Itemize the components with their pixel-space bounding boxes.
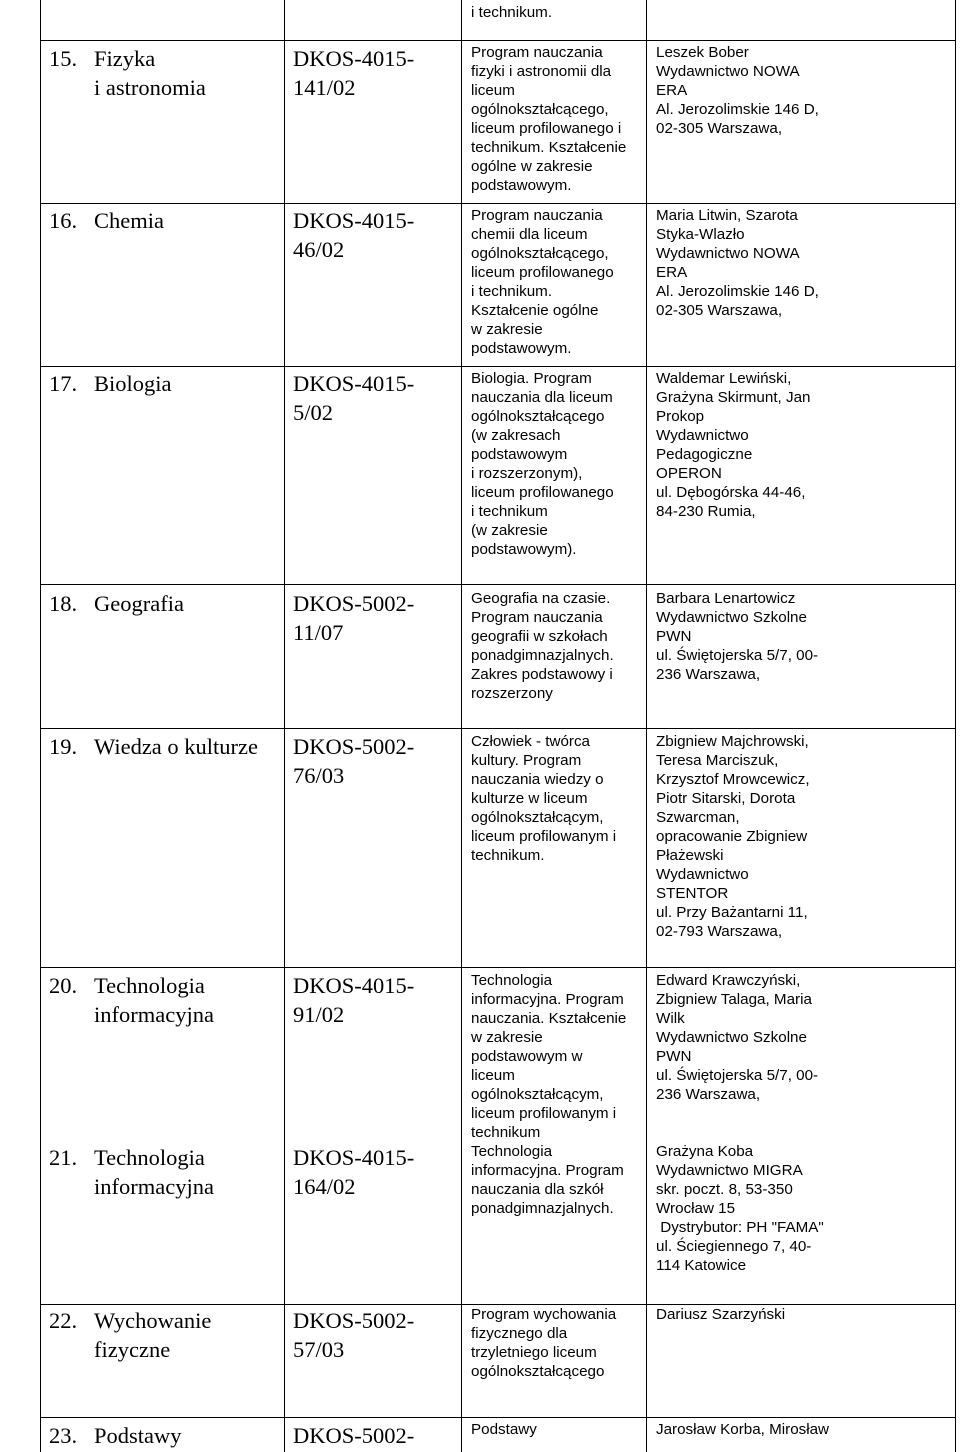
approval-code-cell: [293, 1143, 414, 1201]
cell-line: ul. Dębogórska 44-46,: [656, 484, 806, 501]
cell-line: fizycznego dla: [471, 1325, 568, 1342]
cell-line: Chemia: [94, 208, 164, 233]
cell-line: Dystrybutor: PH "FAMA": [656, 1219, 824, 1236]
cell-line: Wydawnictwo Szkolne: [656, 1029, 807, 1046]
cell-line: ERA: [656, 264, 688, 281]
subject-cell: [94, 1143, 214, 1201]
cell-line: nauczania dla liceum: [471, 389, 613, 406]
cell-line: Wydawnictwo NOWA: [656, 245, 800, 262]
cell-line: ul. Przy Bażantarni 11,: [656, 904, 808, 921]
subject-cell: [94, 589, 184, 618]
cell-line: PWN: [656, 628, 692, 645]
cell-line: 02-305 Warszawa,: [656, 120, 783, 137]
cell-line: nauczania wiedzy o: [471, 771, 604, 788]
cell-line: liceum: [471, 1067, 515, 1084]
cell-line: Wydawnictwo Szkolne: [656, 609, 807, 626]
cell-line: 84-230 Rumia,: [656, 503, 756, 520]
cell-line: ponadgimnazjalnych.: [471, 647, 614, 664]
cell-line: Wilk: [656, 1010, 685, 1027]
cell-line: Kształcenie ogólne: [471, 302, 599, 319]
column-divider-code: [461, 0, 462, 1452]
cell-line: informacyjna: [94, 1002, 214, 1027]
cell-line: DKOS-5002-: [293, 734, 415, 759]
cell-line: PWN: [656, 1048, 692, 1065]
cell-line: Biologia: [94, 371, 172, 396]
subject-cell: [94, 206, 164, 235]
cell-line: DKOS-4015-: [293, 371, 415, 396]
cell-line: Wydawnictwo: [656, 866, 749, 883]
cell-line: 76/03: [293, 763, 345, 788]
approval-code-cell: [293, 1421, 414, 1450]
cell-line: Wydawnictwo NOWA: [656, 63, 800, 80]
cell-line: Geografia na czasie.: [471, 590, 611, 607]
author-publisher-cell: [656, 43, 819, 138]
cell-line: Wydawnictwo: [656, 427, 749, 444]
cell-line: DKOS-4015-: [293, 46, 415, 71]
table-right-border: [955, 0, 956, 1452]
cell-line: 57/03: [293, 1337, 345, 1362]
cell-line: liceum: [471, 82, 515, 99]
cell-line: w zakresie: [471, 1029, 543, 1046]
cell-line: 114 Katowice: [656, 1257, 747, 1274]
cell-line: technikum: [471, 1124, 541, 1141]
author-publisher-cell: [656, 1420, 829, 1439]
row-number: 22.: [49, 1308, 78, 1333]
author-publisher-cell: [656, 971, 818, 1104]
author-publisher-cell: [656, 589, 818, 684]
cell-line: 91/02: [293, 1002, 345, 1027]
cell-line: informacyjna. Program: [471, 991, 624, 1008]
cell-line: skr. poczt. 8, 53-350: [656, 1181, 793, 1198]
subject-cell: [94, 971, 214, 1029]
program-cell: [471, 43, 626, 195]
cell-line: DKOS-4015-: [293, 1145, 415, 1170]
cell-line: Leszek Bober: [656, 44, 749, 61]
cell-line: chemii dla liceum: [471, 226, 588, 243]
cell-line: Jarosław Korba, Mirosław: [656, 1421, 830, 1438]
subject-cell: [94, 1306, 211, 1364]
cell-line: Zbigniew Talaga, Maria: [656, 991, 812, 1008]
cell-line: Pedagogiczne: [656, 446, 753, 463]
approval-code-cell: [293, 369, 414, 427]
approval-code-cell: [293, 589, 414, 647]
cell-line: (w zakresach: [471, 427, 561, 444]
cell-line: 11/07: [293, 620, 344, 645]
cell-line: podstawowym.: [471, 177, 572, 194]
approval-code-cell: [293, 44, 414, 102]
cell-line: nauczania. Kształcenie: [471, 1010, 627, 1027]
cell-line: kultury. Program: [471, 752, 582, 769]
cell-line: i technikum.: [471, 4, 553, 21]
cell-line: Grażyna Skirmunt, Jan: [656, 389, 811, 406]
approval-code-cell: [293, 206, 414, 264]
author-publisher-cell: [656, 1142, 824, 1275]
cell-line: 236 Warszawa,: [656, 1086, 761, 1103]
cell-line: DKOS-5002-: [293, 1423, 415, 1448]
cell-line: Piotr Sitarski, Dorota: [656, 790, 796, 807]
cell-line: ogólne w zakresie: [471, 158, 593, 175]
cell-line: fizyczne: [94, 1337, 171, 1362]
cell-line: Technologia: [471, 972, 553, 989]
cell-line: w zakresie: [471, 321, 543, 338]
cell-line: Technologia: [94, 973, 205, 998]
program-cell: [471, 732, 616, 865]
cell-line: Grażyna Koba: [656, 1143, 754, 1160]
cell-line: Technologia: [94, 1145, 205, 1170]
program-cell: [471, 206, 614, 358]
cell-line: technikum.: [471, 847, 545, 864]
approval-code-cell: [293, 971, 414, 1029]
cell-line: DKOS-5002-: [293, 591, 415, 616]
program-cell: [471, 971, 626, 1142]
row-number: 23.: [49, 1423, 78, 1448]
cell-line: Edward Krawczyński,: [656, 972, 801, 989]
column-divider-program: [646, 0, 647, 1452]
subject-cell: [94, 44, 206, 102]
cell-line: ogólnokształcącego,: [471, 245, 609, 262]
cell-line: i rozszerzonym),: [471, 465, 583, 482]
cell-line: technikum. Kształcenie: [471, 139, 627, 156]
cell-line: podstawowym.: [471, 340, 572, 357]
cell-line: Wiedza o kulturze: [94, 734, 259, 759]
cell-line: Krzysztof Mrowcewicz,: [656, 771, 810, 788]
approval-code-cell: [293, 1306, 414, 1364]
cell-line: ogólnokształcącego: [471, 1363, 605, 1380]
cell-line: Geografia: [94, 591, 184, 616]
program-cell: [471, 1142, 624, 1218]
cell-line: 236 Warszawa,: [656, 666, 761, 683]
row-divider: [40, 366, 956, 367]
cell-line: podstawowym).: [471, 541, 577, 558]
program-cell: [471, 589, 614, 703]
cell-line: Podstawy: [94, 1423, 182, 1448]
cell-line: Szwarcman,: [656, 809, 740, 826]
cell-line: geografii w szkołach: [471, 628, 608, 645]
cell-line: trzyletniego liceum: [471, 1344, 597, 1361]
cell-line: ogólnokształcącego,: [471, 101, 609, 118]
cell-line: ul. Ściegiennego 7, 40-: [656, 1238, 812, 1255]
cell-line: Wrocław 15: [656, 1200, 736, 1217]
row-divider: [40, 40, 956, 41]
cell-line: Styka-Wlazło: [656, 226, 745, 243]
subject-cell: [94, 1421, 182, 1450]
cell-line: Człowiek - twórca: [471, 733, 590, 750]
cell-line: (w zakresie: [471, 522, 548, 539]
cell-line: podstawowym: [471, 446, 568, 463]
cell-line: OPERON: [656, 465, 722, 482]
row-number: 15.: [49, 46, 78, 71]
cell-line: Fizyka: [94, 46, 156, 71]
cell-line: Dariusz Szarzyński: [656, 1306, 786, 1323]
subject-cell: [94, 732, 258, 761]
cell-line: Wydawnictwo MIGRA: [656, 1162, 803, 1179]
cell-line: liceum profilowanym i: [471, 1105, 617, 1122]
cell-line: liceum profilowanego: [471, 484, 614, 501]
approval-code-cell: [293, 732, 414, 790]
cell-line: Waldemar Lewiński,: [656, 370, 792, 387]
cell-line: STENTOR: [656, 885, 729, 902]
cell-line: ogólnokształcącego: [471, 408, 605, 425]
cell-line: Zakres podstawowy i: [471, 666, 613, 683]
program-cell: [471, 1420, 537, 1439]
cell-line: ogólnokształcącym,: [471, 1086, 604, 1103]
row-number: 17.: [49, 371, 78, 396]
cell-line: Program nauczania: [471, 609, 603, 626]
cell-line: i astronomia: [94, 75, 206, 100]
cell-line: 141/02: [293, 75, 356, 100]
cell-line: Program nauczania: [471, 44, 603, 61]
cell-line: Program wychowania: [471, 1306, 617, 1323]
cell-line: podstawowym w: [471, 1048, 583, 1065]
cell-line: Biologia. Program: [471, 370, 592, 387]
cell-line: opracowanie Zbigniew: [656, 828, 808, 845]
cell-line: Prokop: [656, 408, 705, 425]
program-cell: [471, 1305, 616, 1381]
row-number: 19.: [49, 734, 78, 759]
cell-line: Technologia: [471, 1143, 553, 1160]
row-divider: [40, 584, 956, 585]
row-number: 20.: [49, 973, 78, 998]
cell-line: Maria Litwin, Szarota: [656, 207, 798, 224]
cell-line: Teresa Marciszuk,: [656, 752, 779, 769]
cell-line: Program nauczania: [471, 207, 603, 224]
program-cell: [471, 3, 552, 22]
cell-line: Barbara Lenartowicz: [656, 590, 796, 607]
cell-line: nauczania dla szkół: [471, 1181, 604, 1198]
cell-line: Al. Jerozolimskie 146 D,: [656, 101, 819, 118]
author-publisher-cell: [656, 732, 810, 941]
cell-line: Al. Jerozolimskie 146 D,: [656, 283, 819, 300]
cell-line: DKOS-4015-: [293, 973, 415, 998]
row-divider: [40, 728, 956, 729]
author-publisher-cell: [656, 369, 810, 521]
row-divider: [40, 203, 956, 204]
cell-line: informacyjna: [94, 1174, 214, 1199]
cell-line: i technikum: [471, 503, 548, 520]
cell-line: liceum profilowanego: [471, 264, 614, 281]
cell-line: liceum profilowanego i: [471, 120, 622, 137]
cell-line: DKOS-4015-: [293, 208, 415, 233]
row-number: 16.: [49, 208, 78, 233]
cell-line: Zbigniew Majchrowski,: [656, 733, 809, 750]
cell-line: rozszerzony: [471, 685, 553, 702]
cell-line: fizyki i astronomii dla: [471, 63, 612, 80]
author-publisher-cell: [656, 206, 819, 320]
cell-line: 02-305 Warszawa,: [656, 302, 783, 319]
program-cell: [471, 369, 614, 559]
column-divider-subject: [284, 0, 285, 1452]
row-number: 21.: [49, 1145, 78, 1170]
table-left-border: [40, 0, 41, 1452]
subject-cell: [94, 369, 172, 398]
cell-line: ul. Świętojerska 5/7, 00-: [656, 647, 819, 664]
row-divider: [40, 967, 956, 968]
cell-line: Podstawy: [471, 1421, 537, 1438]
cell-line: DKOS-5002-: [293, 1308, 415, 1333]
row-number: 18.: [49, 591, 78, 616]
cell-line: ponadgimnazjalnych.: [471, 1200, 614, 1217]
cell-line: liceum profilowanym i: [471, 828, 617, 845]
cell-line: ul. Świętojerska 5/7, 00-: [656, 1067, 819, 1084]
cell-line: Wychowanie: [94, 1308, 212, 1333]
author-publisher-cell: [656, 1305, 785, 1324]
cell-line: ogólnokształcącym,: [471, 809, 604, 826]
cell-line: informacyjna. Program: [471, 1162, 624, 1179]
cell-line: 02-793 Warszawa,: [656, 923, 783, 940]
row-divider: [40, 1417, 956, 1418]
cell-line: Płażewski: [656, 847, 724, 864]
cell-line: 46/02: [293, 237, 345, 262]
cell-line: ERA: [656, 82, 688, 99]
cell-line: kulturze w liceum: [471, 790, 588, 807]
cell-line: 5/02: [293, 400, 334, 425]
cell-line: i technikum.: [471, 283, 553, 300]
cell-line: 164/02: [293, 1174, 356, 1199]
